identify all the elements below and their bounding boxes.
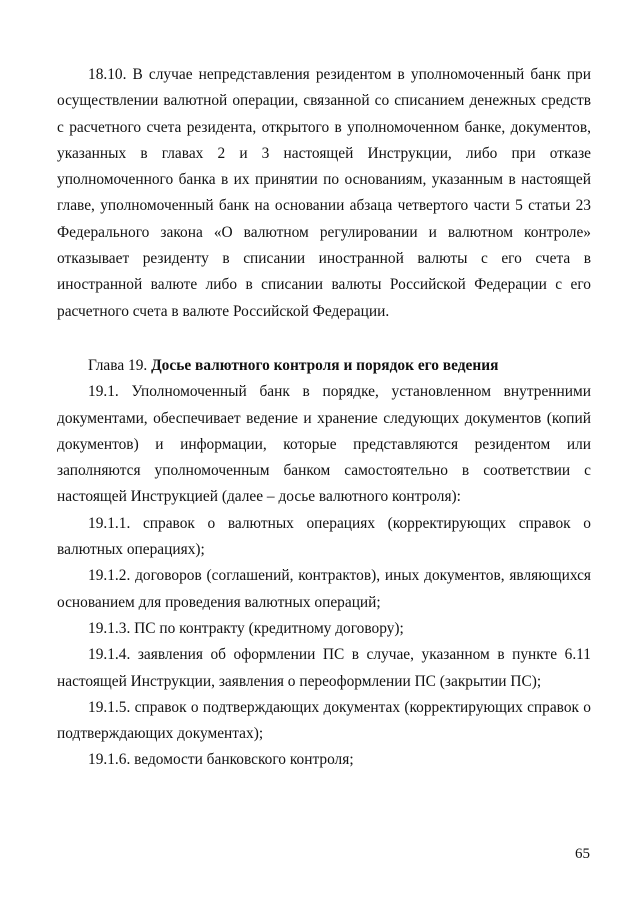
- paragraph-18-10-text: 18.10. В случае непредставления резидентом в уполномоченный банк при осуществлении валютной операции, связанной со списанием денежных средств с расчетного счета резидента, открытого в уполномоченном банке, документов, указанных в главах 2 и 3 настоящей Инструкции, либо при отказе уполномоченного банка в их принятии по основаниям, указанным в настоящей главе, уполномоченный банк на основании абзаца четвертого части 5 статьи 23 Федерального закона «О валютном регулировании и валютном контроле» отказывает резиденту в списании иностранной валюты с его счета в иностранной валюте либо в списании валюты Российской Федерации с его расчетного счета в валюте Российской Федерации.: [57, 66, 591, 320]
- paragraph-gap: [57, 325, 591, 353]
- chapter-title: Досье валютного контроля и порядок его ведения: [151, 356, 499, 374]
- document-body: [57, 62, 591, 774]
- paragraph-19-1: [57, 379, 591, 510]
- list-item: 19.1.5. справок о подтверждающих документах (корректирующих справок о подтверждающих документах);: [57, 698, 591, 743]
- chapter-number: Глава 19.: [88, 356, 148, 374]
- chapter-heading: [57, 353, 591, 379]
- list-item: 19.1.6. ведомости банковского контроля;: [88, 751, 354, 769]
- page-number: 65: [575, 846, 590, 862]
- paragraph-18-10: [57, 62, 591, 325]
- paragraph-19-1-text: 19.1. Уполномоченный банк в порядке, установленном внутренними документами, обеспечивает ведение и хранение следующих документов (копий документов) и информации, которые представляются резидентом или заполняются уполномоченным банком самостоятельно в соответствии с настоящей Инструкцией (далее – досье валютного контроля):: [57, 383, 591, 506]
- list-item: 19.1.1. справок о валютных операциях (корректирующих справок о валютных операциях);: [57, 514, 591, 559]
- list-item: 19.1.4. заявления об оформлении ПС в случае, указанном в пункте 6.11 настоящей Инструкции, заявления о переоформлении ПС (закрытии ПС);: [57, 646, 591, 690]
- list-item: 19.1.3. ПС по контракту (кредитному договору);: [88, 619, 404, 637]
- list-item: 19.1.2. договоров (соглашений, контрактов), иных документов, являющихся основанием для проведения валютных операций;: [57, 567, 591, 611]
